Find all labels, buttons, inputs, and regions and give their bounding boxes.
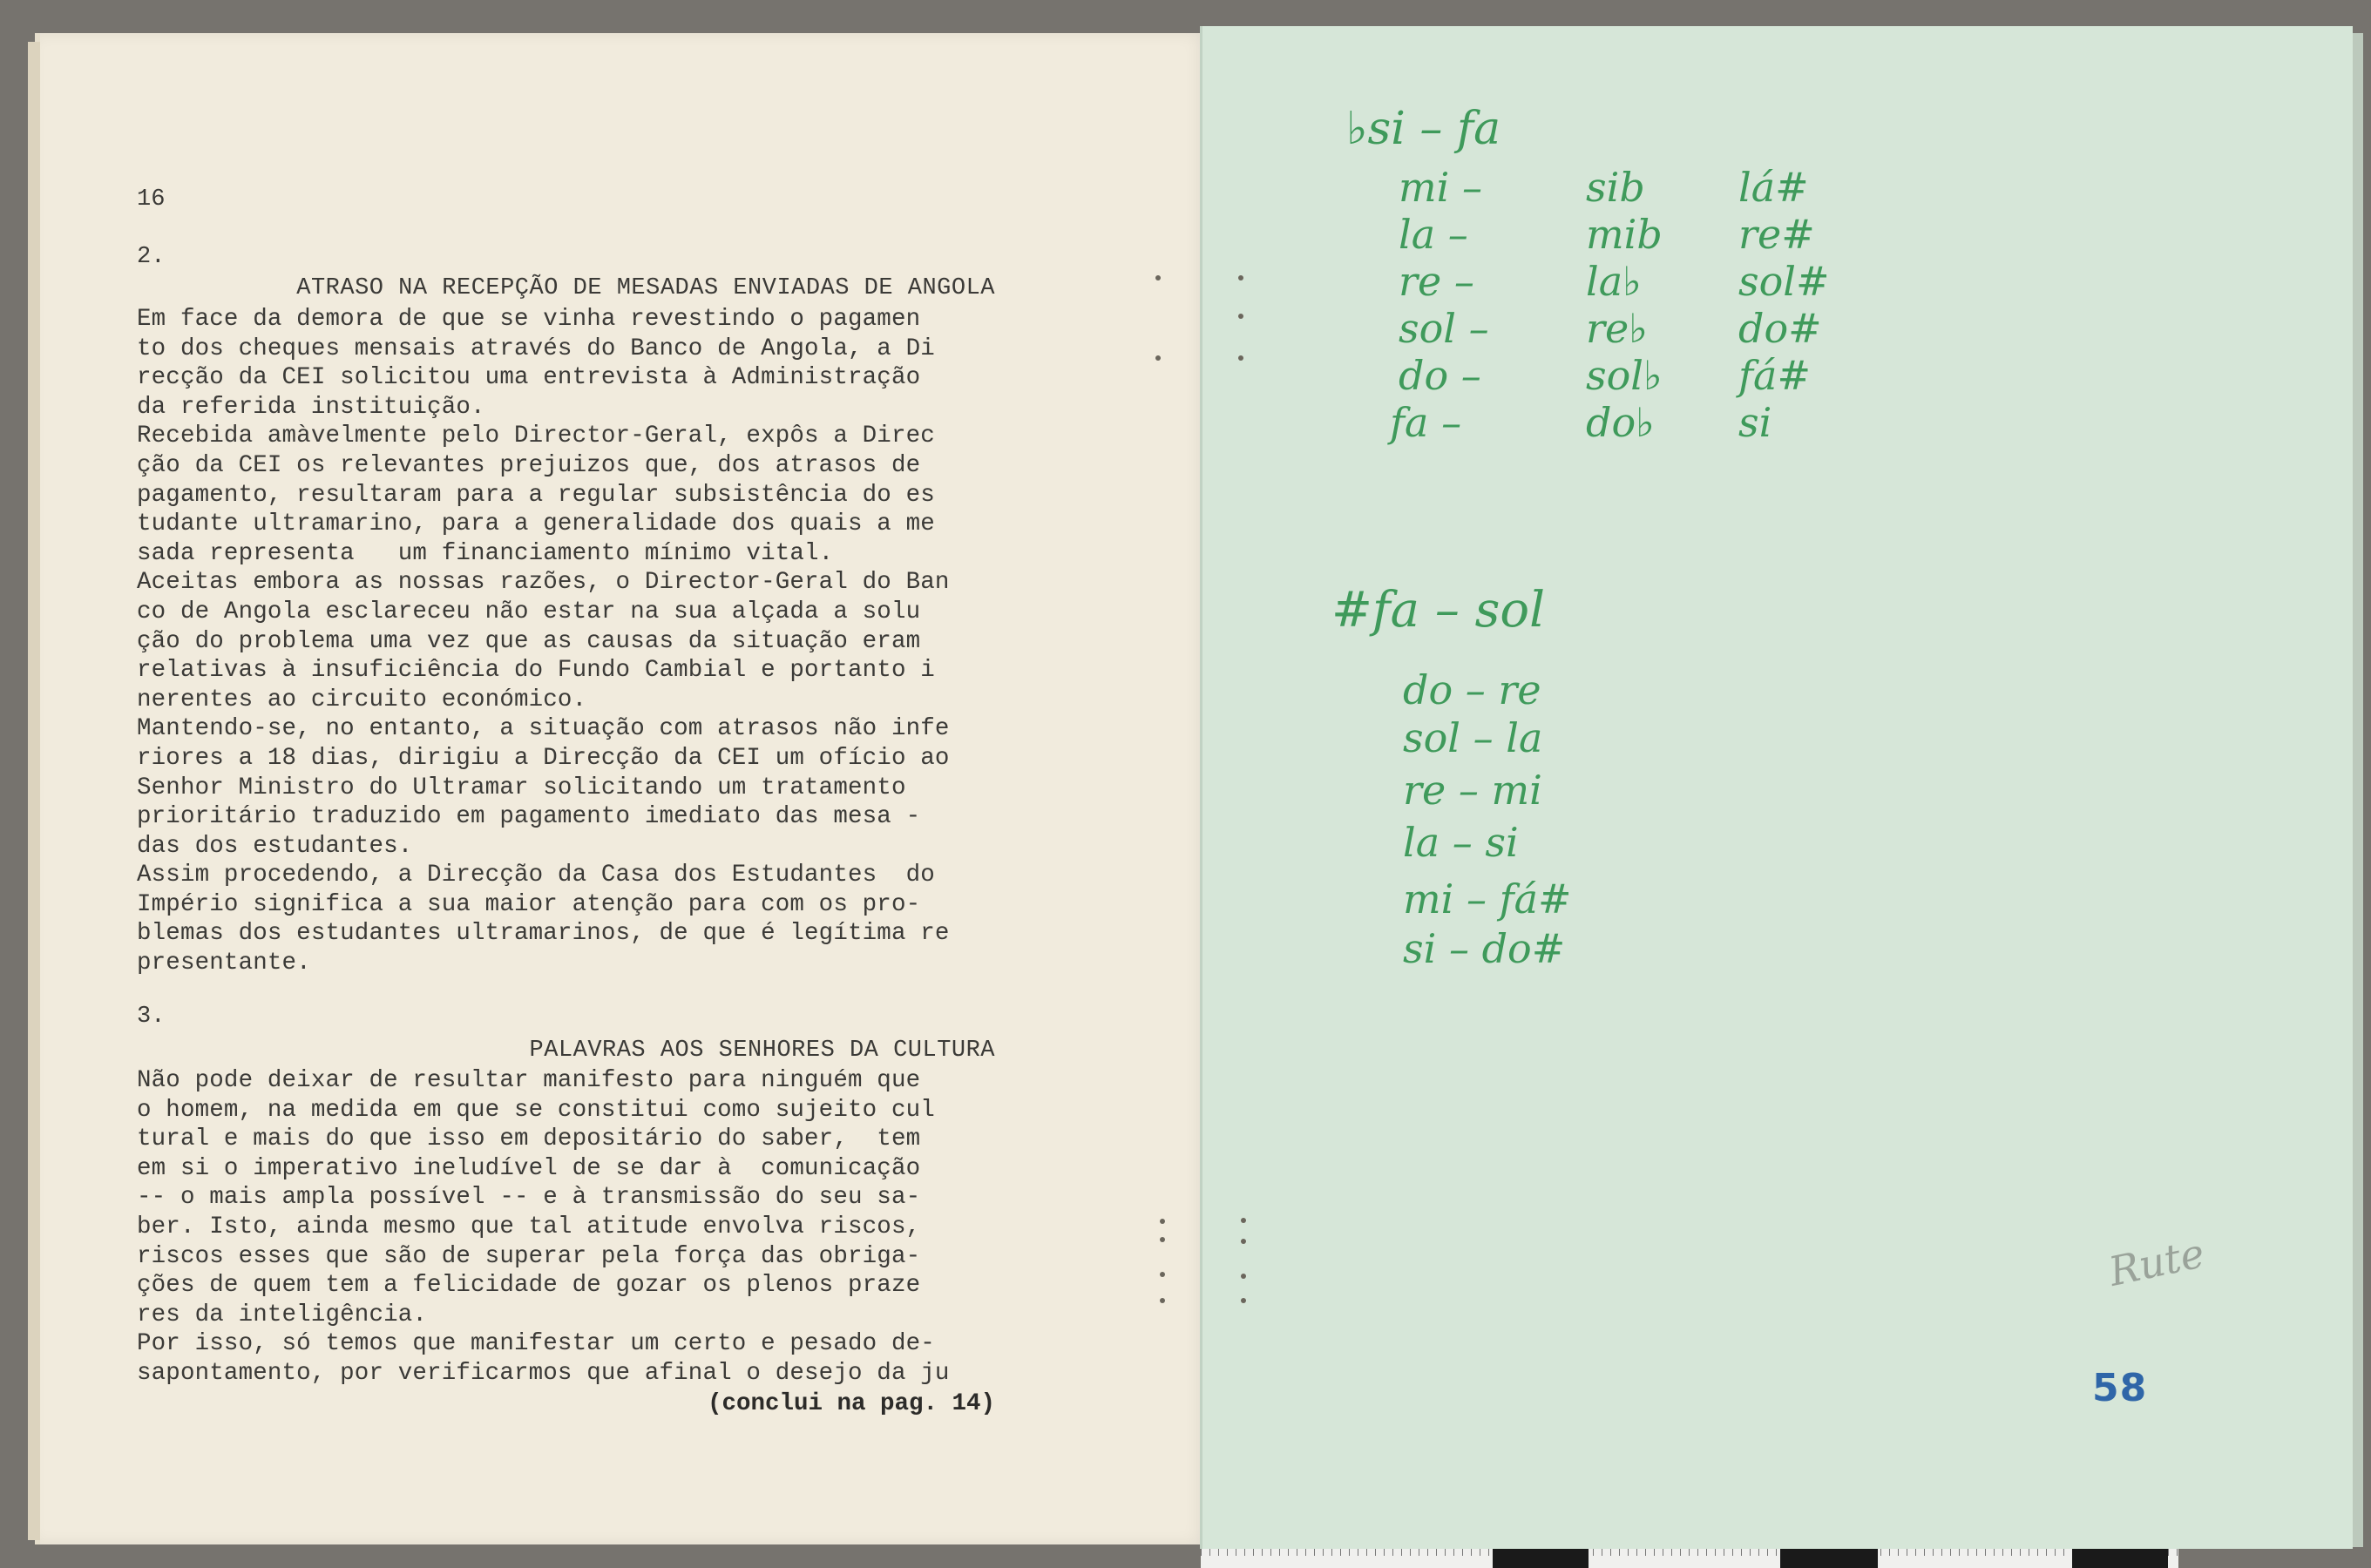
typed-line: sada representa um financiamento mínimo vital. — [137, 539, 834, 567]
signature: Rute — [2104, 1229, 2209, 1295]
typed-line: Assim procedendo, a Direcção da Casa dos Estudantes do — [137, 862, 935, 889]
typed-line: da referida instituição. — [137, 393, 485, 421]
flat-row-left: do – — [1399, 352, 1481, 399]
sharp-row: la – si — [1403, 819, 1519, 866]
typed-line: Em face da demora de que se vinha revestindo o pagamen — [137, 306, 921, 333]
typed-line: to dos cheques mensais através do Banco de Angola, a Di — [137, 335, 935, 362]
section-2-body — [137, 305, 995, 978]
flat-row-mid: do♭ — [1586, 399, 1655, 446]
sharp-row: sol – la — [1403, 714, 1543, 761]
sharp-row: do – re — [1403, 666, 1541, 713]
section-2-title: ATRASO NA RECEPÇÃO DE MESADAS ENVIADAS DE ANGOLA — [296, 275, 995, 301]
flat-row-mid: re♭ — [1586, 305, 1648, 352]
page-stack-edge — [2353, 33, 2363, 1547]
typed-line: co de Angola esclareceu não estar na sua alçada a solu — [137, 598, 921, 625]
flat-row-right: lá# — [1738, 164, 1809, 211]
handwritten-flats-header: ♭si – fa — [1346, 103, 1501, 155]
typed-line: -- o mais ampla possível -- e à transmissão do seu sa- — [137, 1184, 921, 1212]
scale-ruler — [1201, 1549, 2178, 1568]
typed-line: Senhor Ministro do Ultramar solicitando um tratamento — [137, 774, 906, 801]
typed-line: em si o imperativo ineludível de se dar à comunicação — [137, 1154, 921, 1182]
binding-hole — [1241, 1274, 1246, 1279]
ruler-black-segment — [1780, 1549, 1878, 1568]
flat-row-right: do# — [1738, 305, 1822, 352]
typed-line: presentante. — [137, 950, 311, 977]
typed-line: ções de quem tem a felicidade de gozar os plenos praze — [137, 1272, 921, 1300]
continuation-note: (conclui na pag. 14) — [707, 1390, 995, 1417]
flat-row-right: sol# — [1738, 258, 1830, 305]
binding-hole — [1160, 1298, 1165, 1303]
section-3-number: 3. — [137, 1004, 166, 1030]
typed-line: Mantendo-se, no entanto, a situação com atrasos não infe — [137, 715, 950, 743]
typed-line: nerentes ao circuito económico. — [137, 686, 587, 713]
binding-hole — [1241, 1218, 1246, 1223]
flat-row-left: re – — [1399, 258, 1474, 305]
page-stack-edge — [28, 42, 40, 1540]
sharp-row: si – do# — [1403, 925, 1566, 972]
typed-line: relativas à insuficiência do Fundo Cambial e portanto i — [137, 657, 935, 685]
typed-line: ção da CEI os relevantes prejuizos que, dos atrasos de — [137, 451, 921, 479]
binding-hole — [1160, 1237, 1165, 1242]
section-2-number: 2. — [137, 244, 166, 270]
typed-line: ber. Isto, ainda mesmo que tal atitude envolva riscos, — [137, 1213, 921, 1240]
binding-hole — [1241, 1298, 1246, 1303]
typed-line: recção da CEI solicitou uma entrevista à Administração — [137, 364, 921, 392]
ruler-ticks — [1201, 1549, 2178, 1556]
typed-line: tural e mais do que isso em depositário do saber, tem — [137, 1125, 921, 1153]
typed-line: Por isso, só temos que manifestar um certo e pesado de- — [137, 1330, 935, 1358]
flat-row-mid: mib — [1586, 211, 1663, 258]
flat-row-mid: sib — [1586, 164, 1645, 211]
binding-hole — [1238, 314, 1243, 319]
binding-hole — [1238, 355, 1243, 361]
section-3-body — [137, 1066, 995, 1389]
typed-line: ção do problema uma vez que as causas da situação eram — [137, 627, 921, 655]
typed-line: das dos estudantes. — [137, 832, 413, 860]
handwritten-sharps-header: #fa – sol — [1331, 582, 1545, 639]
ruler-black-segment — [2072, 1549, 2168, 1568]
typed-line: Não pode deixar de resultar manifesto para ninguém que — [137, 1067, 921, 1094]
flat-row-left: fa – — [1390, 399, 1462, 446]
flat-row-left: la – — [1399, 211, 1468, 258]
typed-line: Aceitas embora as nossas razões, o Director-Geral do Ban — [137, 569, 950, 597]
ruler-black-segment — [1493, 1549, 1589, 1568]
binding-hole — [1160, 1219, 1165, 1224]
binding-hole — [1160, 1272, 1165, 1277]
typed-line: prioritário traduzido em pagamento imediato das mesa - — [137, 803, 921, 831]
typed-line: Recebida amàvelmente pelo Director-Geral, expôs a Direc — [137, 422, 935, 450]
typed-line: Império significa a sua maior atenção para com os pro- — [137, 890, 921, 918]
flat-row-mid: sol♭ — [1586, 352, 1663, 399]
section-2-title-wrap — [137, 274, 995, 304]
flat-row-right: si — [1738, 399, 1772, 446]
typed-line: o homem, na medida em que se constitui como sujeito cul — [137, 1096, 935, 1124]
sharp-row: re – mi — [1403, 767, 1542, 814]
typed-line: pagamento, resultaram para a regular subsistência do es — [137, 481, 935, 509]
typed-line: tudante ultramarino, para a generalidade dos quais a me — [137, 510, 935, 538]
binding-hole — [1155, 275, 1161, 280]
flat-row-mid: la♭ — [1586, 258, 1642, 305]
flat-row-left: sol – — [1399, 305, 1489, 352]
typed-line: riores a 18 dias, dirigiu a Direcção da CEI um ofício ao — [137, 744, 950, 772]
flat-row-right: re# — [1738, 211, 1815, 258]
section-3-title-wrap — [137, 1037, 995, 1066]
sharp-row: mi – fá# — [1403, 875, 1572, 923]
typed-line: riscos esses que são de superar pela força das obriga- — [137, 1242, 921, 1270]
typed-line: blemas dos estudantes ultramarinos, de que é legítima re — [137, 920, 950, 948]
typed-line: res da inteligência. — [137, 1301, 428, 1328]
page-stamp-number: 58 — [2092, 1366, 2148, 1410]
flat-row-right: fá# — [1738, 352, 1811, 399]
binding-hole — [1241, 1239, 1246, 1244]
section-3-title: PALAVRAS AOS SENHORES DA CULTURA — [529, 1037, 995, 1064]
page-number: 16 — [137, 186, 166, 213]
binding-hole — [1238, 275, 1243, 280]
binding-hole — [1155, 355, 1161, 361]
flat-row-left: mi – — [1399, 164, 1482, 211]
typed-line: sapontamento, por verificarmos que afinal o desejo da ju — [137, 1359, 950, 1387]
